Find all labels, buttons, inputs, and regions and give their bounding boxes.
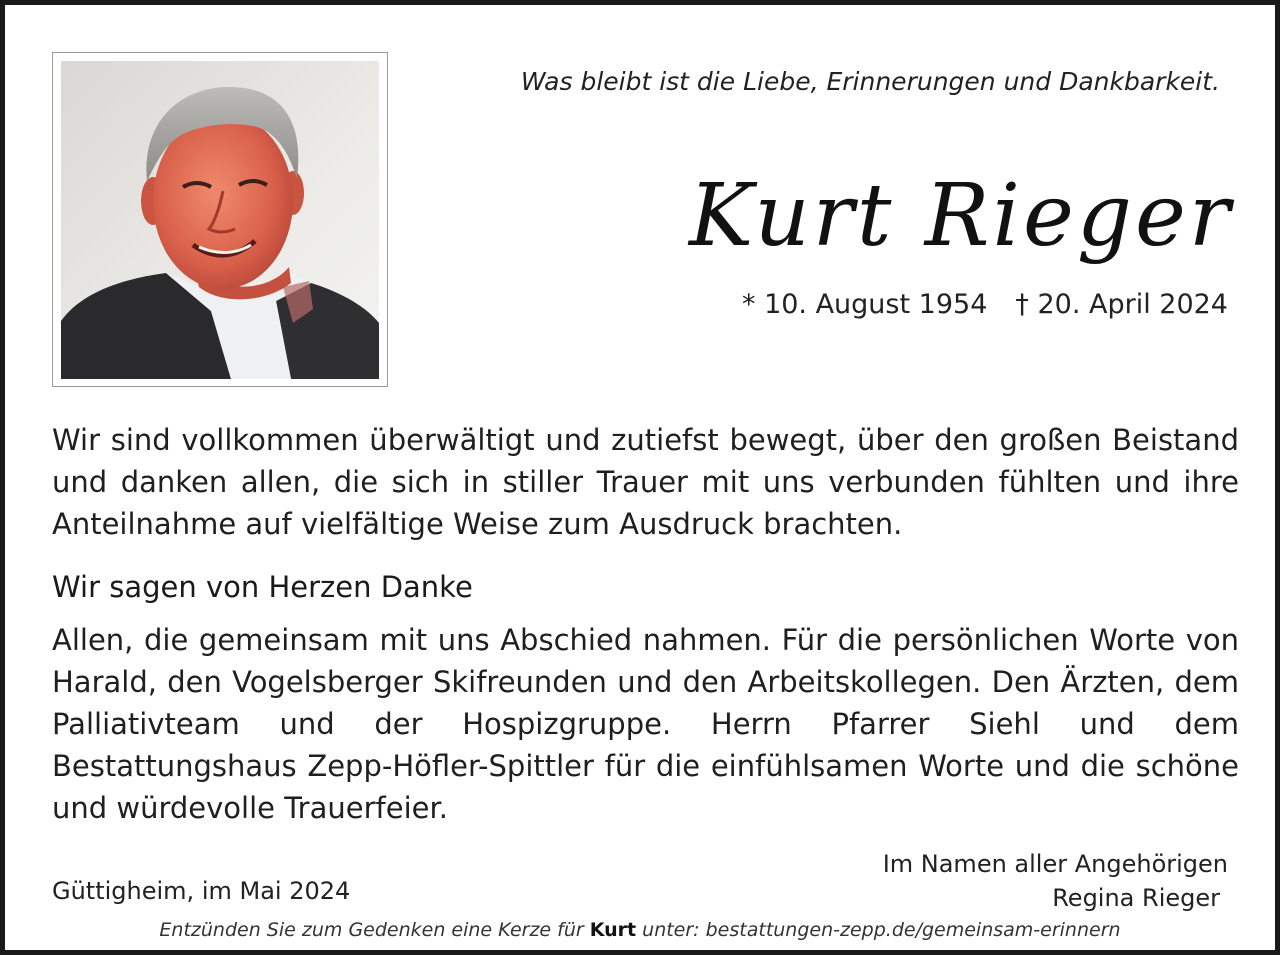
thanks-subheading: Wir sagen von Herzen Danke — [52, 570, 473, 604]
place-date: Güttigheim, im Mai 2024 — [52, 877, 351, 905]
footer-prefix: Entzünden Sie zum Gedenken eine Kerze für — [159, 919, 590, 941]
death-date: † 20. April 2024 — [1015, 289, 1228, 320]
portrait-photo — [61, 61, 379, 379]
memorial-candle-note — [5, 919, 1275, 941]
motto-quote: Was bleibt ist die Liebe, Erinnerungen und Dankbarkeit. — [520, 67, 1220, 96]
portrait-illustration — [61, 61, 379, 379]
portrait-frame — [52, 52, 388, 387]
life-dates — [742, 289, 1228, 320]
signature-block — [883, 847, 1228, 915]
birth-date: * 10. August 1954 — [741, 289, 988, 320]
footer-suffix: unter: bestattungen-zepp.de/gemeinsam-erinnern — [636, 919, 1121, 941]
signature-line: Im Namen aller Angehörigen — [882, 850, 1228, 878]
footer-first-name: Kurt — [589, 919, 637, 941]
acknowledgement-paragraph: Allen, die gemeinsam mit uns Abschied nahmen. Für die persönlichen Worte von Harald, den Vogelsberger Skifreunden und den Arbeitskollegen. Den Ärzten, dem Palliativteam und der Hospizgruppe. Herrn Pfarrer Siehl und dem Bestattungshaus Zepp-Höfler-Spittler für die einfühlsamen Worte und die schöne und würdevolle Trauerfeier. — [52, 623, 1239, 825]
signer-name: Regina Rieger — [1052, 884, 1220, 912]
thanks-paragraph: Wir sind vollkommen überwältigt und zutiefst bewegt, über den großen Beistand und danken allen, die sich in stiller Trauer mit uns verbunden fühlten und ihre Anteilnahme auf vielfältige Weise zum Ausdruck brachten. — [52, 423, 1239, 541]
deceased-name: Kurt Rieger — [689, 166, 1233, 266]
